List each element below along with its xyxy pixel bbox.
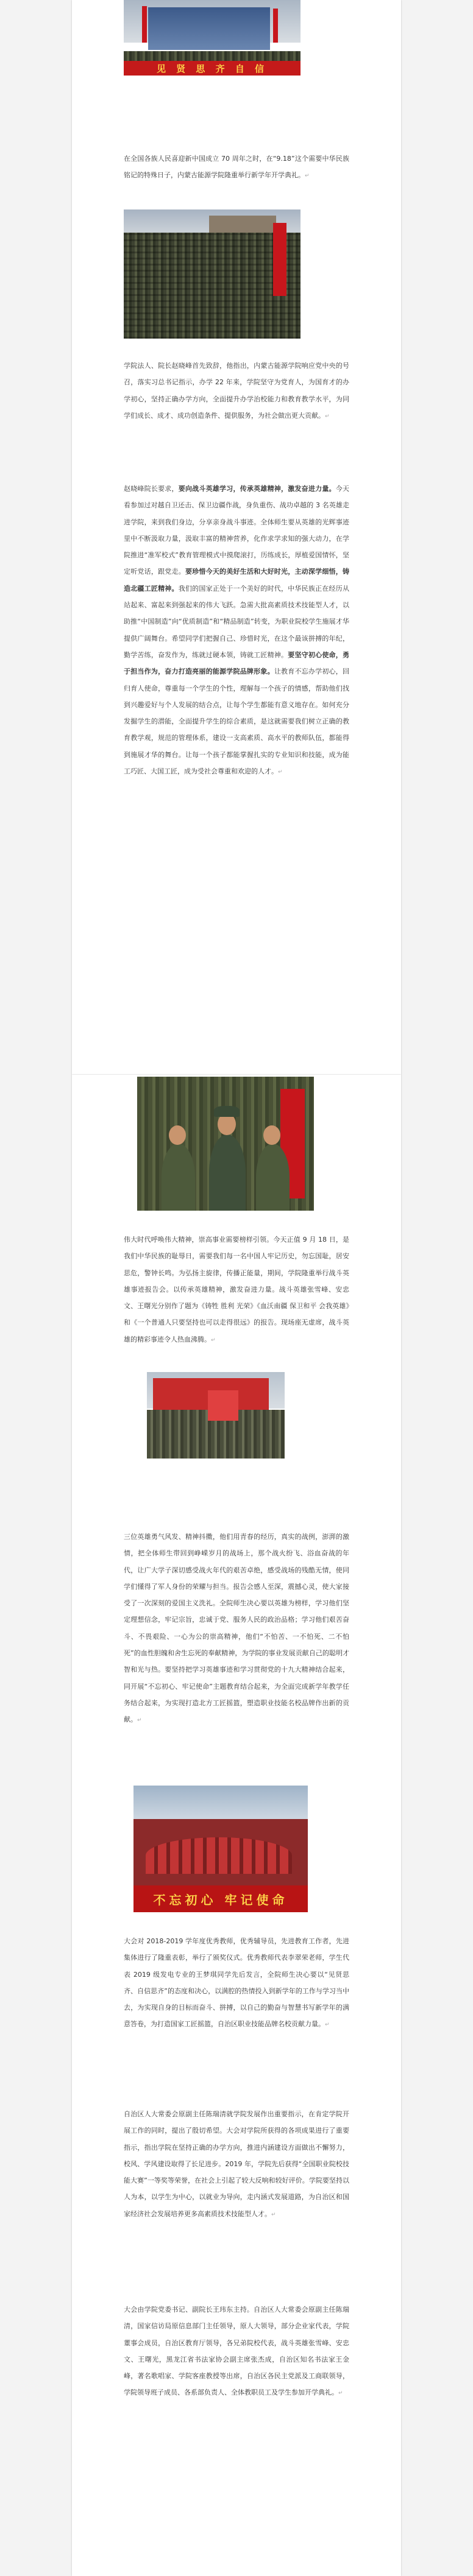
ceremony-stage-photo bbox=[124, 0, 301, 76]
heroes-photo bbox=[137, 1077, 314, 1211]
paragraph-president-requirements: 赵晓峰院长要求，要向战斗英雄学习，传承英雄精神，激发奋进力量。今天看参加过对越自卫还击、保卫边疆作战，身负重伤、战功卓越的 3 名英雄走进学院，来到我们身边，分享亲身战斗事迹。全体师生要从英雄的光辉事迹里中不断汲取力量，汲取丰富的精神营养，化作求学求知的强大动力，在学院推进“准军校式”教育管理模式中摸爬滚打，历练成长，厚植爱国情怀，坚定听党话，跟党走。要珍惜今天的美好生活和大好时光，主动深学细悟，铸造北疆工匠精神。我们的国家正处于一个美好的时代，中华民族正在经历从站起来、富起来到强起来的伟大飞跃。急需大批高素质技术技能型人才，以助推“中国制造”向“优质制造”和“精品制造”转变，为职业院校学生施展才华提供广阔舞台。希望同学们把握自己、珍惜时光，在这个最该拼搏的年纪，勤学苦练，奋发作为，练就过硬本领，铸就工匠精神。要坚守初心使命，勇于担当作为，奋力打造亮丽的能源学院品牌形象。让教育不忘办学初心，回归育人使命，尊重每一个学生的个性，理解每一个孩子的情感，帮助他们找到兴趣爱好与个人发展的结合点，让每个学生都能有意义地存在。如何充分发掘学生的潜能，全面提升学生的综合素质，是这就需要我们树立正确的教育教学观，规范的管理体系，建设一支高素质、高水平的教师队伍，都能得到施展才华的舞台。让每一个孩子都能掌握扎实的专业知识和技能，成为能工巧匠、大国工匠，成为受社会尊重和欢迎的人才。↵ bbox=[124, 485, 349, 776]
paragraph-leader-guidance: 自治区人大常委会原副主任陈瑞清就学院发展作出重要指示，在肯定学院开展工作的同时，提出了殷切希望。大会对学院所获得的各项成果进行了重要指示，指出学院在坚持正确的办学方向，推进内涵建设方面做出不懈努力，校风、学风建设取得了长足进步。2019 年，学院先后获得“全国职业院校技能大赛”一等奖等荣誉，在社会上引起了较大反响和较好评价。学院要坚持以人为本，以学生为中心，以就业为导向，走内涵式发展道路，为自治区和国家经济社会发展培养更多高素质技术技能型人才。↵ bbox=[124, 2110, 349, 2218]
paragraph-hero-report: 伟大时代呼唤伟大精神，崇高事业需要榜样引领。今天正值 9 月 18 日，是我们中华民族的耻辱日，需要我们每一名中国人牢记历史，勿忘国耻，居安思危，警钟长鸣。为弘扬主旋律，传播正能量，期间，学院隆重举行战斗英雄事迹报告会。以传承英雄精神，激发奋进力量。战斗英雄张雪峰、安忠文、王曙光分别作了题为《铸牲 胜利 光荣》《血沃南疆 保卫和平 会我英雄》和《一个普通人只要坚持也可以走得很远》的报告。现场座无虚席，战斗英雄的精彩事迹令人热血沸腾。↵ bbox=[124, 1236, 349, 1343]
student-performance-photo bbox=[147, 1372, 285, 1459]
award-ceremony-photo bbox=[133, 1786, 308, 1912]
document-page-2 bbox=[72, 1075, 401, 2576]
paragraph-hero-inspiration: 三位英雄勇气风发、精神抖擞，他们用青春的经历，真实的战例，澎湃的激情，把全体师生带回到峥嵘岁月的战场上，那个战火纷飞、浴血奋战的年代，让广大学子深切感受战火年代的艰苦卓绝，感受战场的残酷无情，使同学们懂得了军人身份的荣耀与担当。报告会感人至深，震撼心灵，使大家接受了一次深刻的爱国主义洗礼。全院师生决心要以英雄为榜样，学习他们坚定理想信念，牢记宗旨，忠诚于党、服务人民的政治品格；学习他们艰苦奋斗、不畏艰险、一心为公的崇高精神，他们“不怕苦、一不怕死、二不怕死”的血性胆魄和舍生忘死的奉献精神，为学院的事业发展贡献自己的聪明才智和光与热。要坚持把学习英雄事迹和学习贯彻党的十九大精神结合起来，同开展“不忘初心、牢记使命”主题教育结合起来，为全面完成新学年教学任务结合起来，为实现打造北方工匠摇篮，塑造职业技能名校品牌作出新的贡献。↵ bbox=[124, 1533, 349, 1724]
paragraph-host: 大会由学院党委书记、副院长王玮东主持。自治区人大常委会原副主任陈瑞清，国家信访局原信息部门主任领导，原人大领导，部分企业家代表，学院董事会成员，自治区教育厅领导，各兄弟院校代表，战斗英雄张雪峰、安忠文、王曙光，黑龙江省书法家协会副主席张杰成，自治区知名书法家王金峰，著名歌唱家、学院客座教授等出席，自治区各民主党派及工商联领导，学院领导班子成员、各系部负责人、全体教职员工及学生参加开学典礼。↵ bbox=[124, 2306, 349, 2397]
ceremony-banner: 见 贤 思 齐 自 信 bbox=[124, 61, 301, 76]
paragraph-president-speech: 学院法人、院长赵晓峰首先致辞，他指出，内蒙古能源学院响应党中央的号召，落实习总书记指示，办学 22 年来，学院坚守为党育人，为国育才的办学初心，坚持正确办学方向，全面提升办学治校能力和教育教学水平，为同学们成长、成才、成功创造条件、提供服务，为社会做出更大贡献。↵ bbox=[124, 362, 349, 420]
paragraph-intro: 在全国各族人民喜迎新中国成立 70 周年之时，在“9.18”这个需要中华民族铭记的特殊日子，内蒙古能源学院隆重举行新学年开学典礼。↵ bbox=[124, 155, 349, 180]
assembly-photo bbox=[124, 209, 301, 339]
paragraph-awards: 大会对 2018-2019 学年度优秀教师，优秀辅导员，先进教育工作者，先进集体进行了隆重表彰，举行了颁奖仪式。优秀教师代表李翠荣老师，学生代表 2019 级发电专业的王梦琪同学先后发言，全院师生决心要以“见贤思齐、自信思齐”的态度和决心，以满腔的热情投入到新学年的工作与学习当中去，为实现自身的目标而奋斗、拼搏，以自己的勤奋与智慧书写新学年的满意答卷，为打造国家工匠摇篮，自治区职业技能品牌名校贡献力量。↵ bbox=[124, 1937, 349, 2029]
mission-banner: 不忘初心 牢记使命 bbox=[133, 1885, 308, 1912]
document-page-1 bbox=[72, 0, 401, 1075]
